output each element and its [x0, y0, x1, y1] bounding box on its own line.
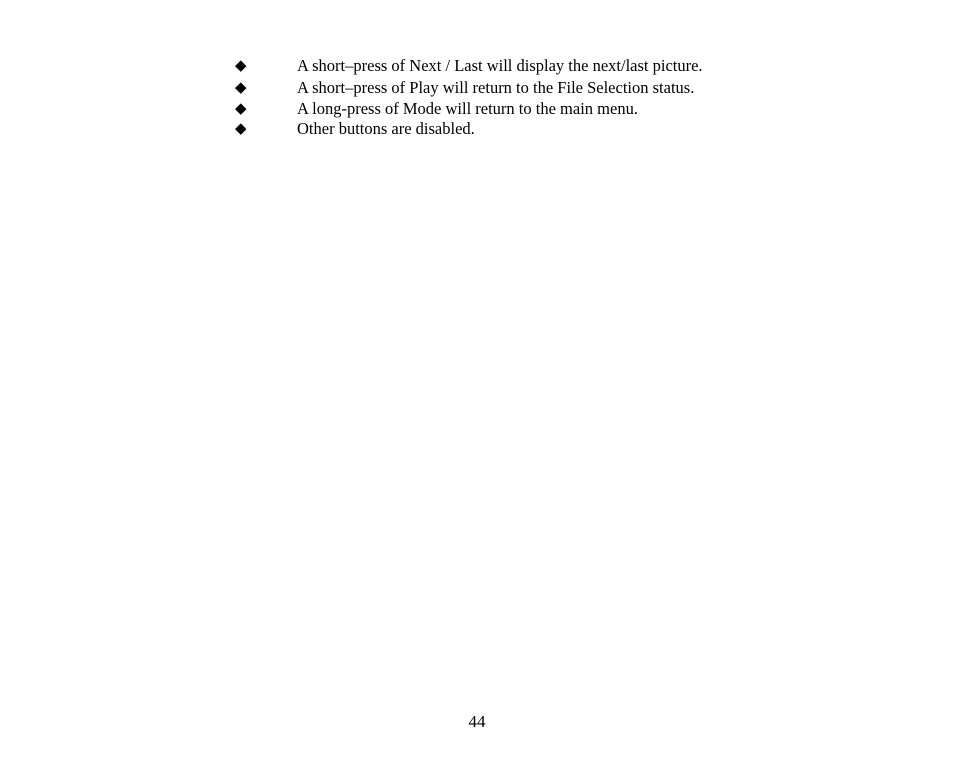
page-number: 44	[468, 712, 486, 731]
bullet-item-other-buttons	[235, 119, 705, 139]
diamond-bullet-icon: ◆	[235, 80, 247, 96]
bullet-text: A long-press of Mode will return to the main menu.	[297, 99, 638, 118]
bullet-text: A short–press of Play will return to the File Selection status.	[297, 78, 695, 97]
bullet-item-mode	[235, 99, 705, 119]
bullet-text: A short–press of Next / Last will display the next/last picture.	[297, 56, 703, 75]
bullet-text: Other buttons are disabled.	[297, 119, 475, 138]
diamond-bullet-icon: ◆	[235, 101, 247, 117]
diamond-bullet-icon: ◆	[235, 58, 247, 74]
bullet-item-next-last	[235, 55, 705, 77]
diamond-bullet-icon: ◆	[235, 121, 247, 137]
bullet-list	[235, 55, 705, 139]
bullet-item-play	[235, 77, 705, 99]
